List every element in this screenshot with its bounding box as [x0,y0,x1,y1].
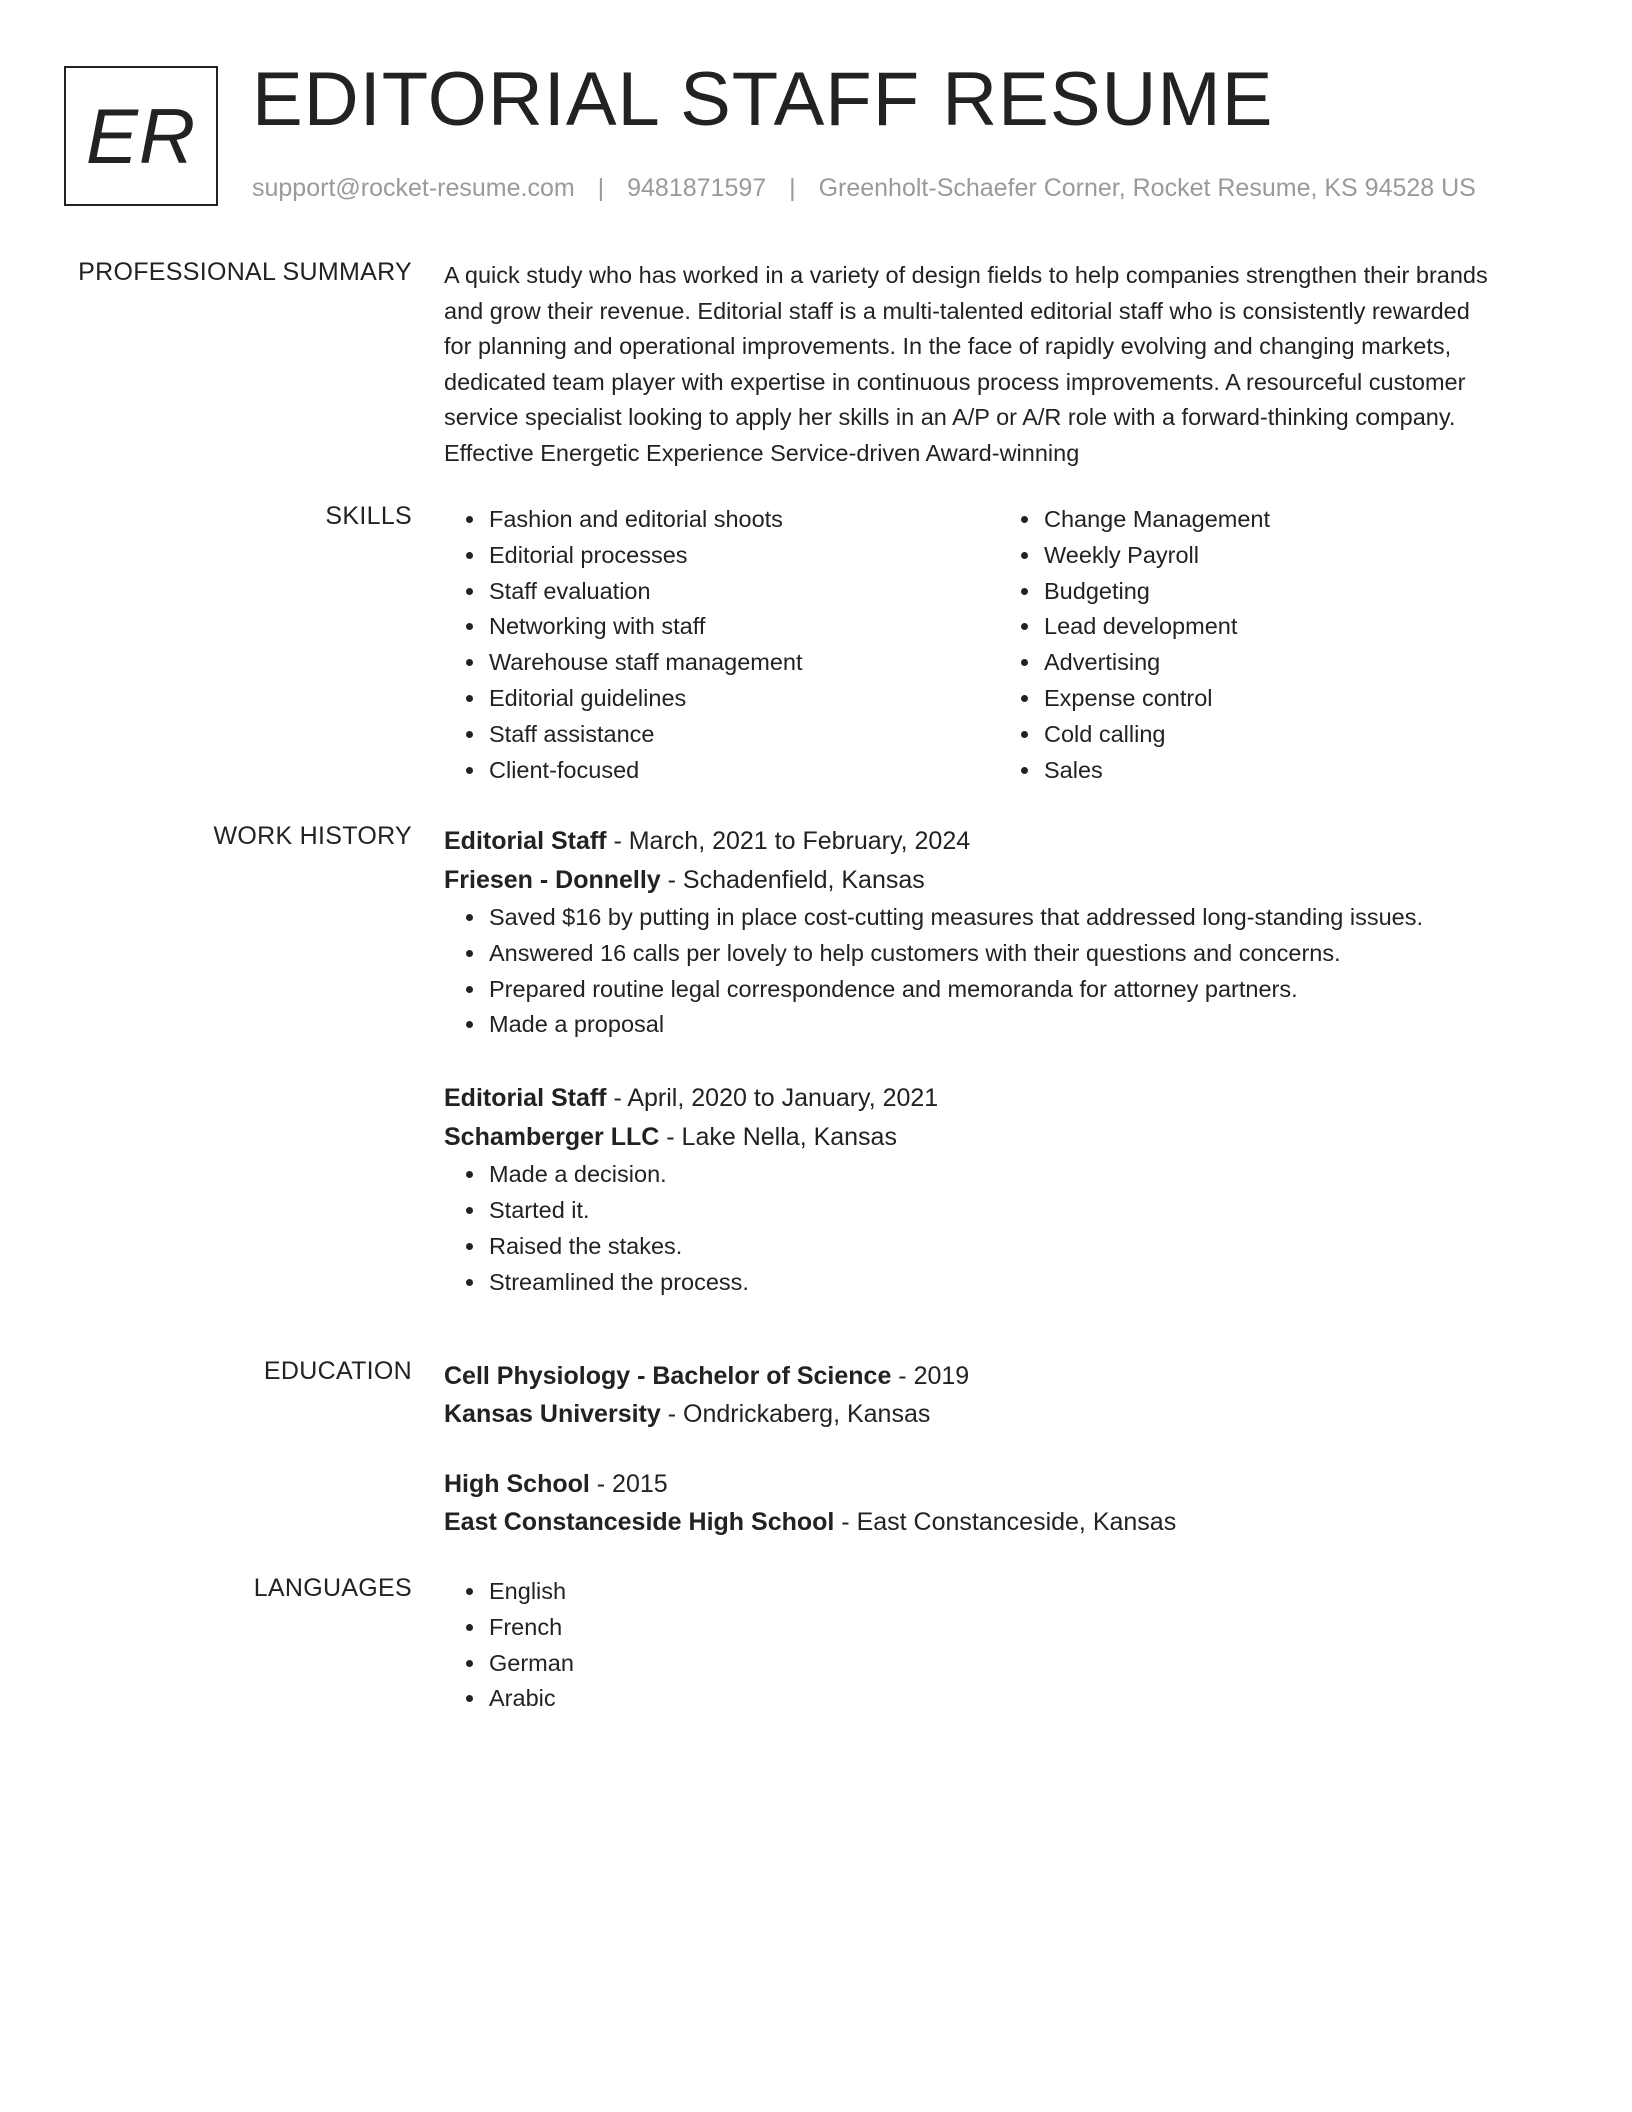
education-degree-line [444,1465,1554,1503]
section-label-education: EDUCATION [263,1357,412,1385]
skill-item: • Staff assistance [487,717,999,753]
page-title: EDITORIAL STAFF RESUME [252,57,1274,142]
language-item: • German [487,1646,1554,1682]
summary-line: and grow their revenue. Editorial staff is a multi-talented editorial staff who is consistently rewarded [444,297,1470,324]
summary-line: Effective Energetic Experience Service-driven Award-winning [444,439,1080,466]
skill-item: • Cold calling [1042,717,1554,753]
skill-item: • Networking with staff [487,609,999,645]
education-school-line [444,1395,1554,1433]
skill-item: • Change Management [1042,502,1554,538]
job-title: Editorial Staff [444,827,607,855]
skill-item: • Editorial processes [487,538,999,574]
skill-item: • Client-focused [487,753,999,789]
education-year: - 2015 [589,1470,668,1498]
skill-item: • Expense control [1042,681,1554,717]
skill-item: • Budgeting [1042,574,1554,610]
languages-items [444,1574,1554,1717]
summary-line: dedicated team player with expertise in continuous process improvements. A resourceful customer [444,368,1466,395]
job-title-line [444,1079,1554,1118]
job-dates: - March, 2021 to February, 2024 [606,827,971,855]
education-degree: High School [444,1470,590,1498]
section-label-summary: PROFESSIONAL SUMMARY [78,258,412,286]
job-title-line [444,822,1554,861]
education-location: - Ondrickaberg, Kansas [660,1400,931,1428]
language-item: • Arabic [487,1681,1554,1717]
job-duties [444,900,1554,1043]
section-label-work: WORK HISTORY [213,822,412,850]
job-location: - Schadenfield, Kansas [660,866,925,894]
education-location: - East Constanceside, Kansas [834,1508,1177,1536]
skill-item: • Lead development [1042,609,1554,645]
language-item: • French [487,1610,1554,1646]
education-entry [444,1465,1554,1541]
summary-line: for planning and operational improvements. In the face of rapidly evolving and changing markets, [444,333,1452,360]
skill-item: • Editorial guidelines [487,681,999,717]
skill-item: • Advertising [1042,645,1554,681]
job-entry [444,822,1554,1043]
section-label-languages: LANGUAGES [253,1574,412,1602]
work-entries [444,822,1554,1300]
education-entry [444,1357,1554,1433]
skills-column-1 [444,502,999,788]
education-entries [444,1357,1554,1541]
job-company: Friesen - Donnelly [444,866,661,894]
job-duty: • Made a proposal [487,1007,1554,1043]
job-company-line [444,861,1554,900]
job-duty: • Raised the stakes. [487,1229,1554,1265]
job-duty: • Prepared routine legal correspondence and memoranda for attorney partners. [487,972,1554,1008]
education-degree: Cell Physiology - Bachelor of Science [444,1362,892,1390]
job-entry [444,1079,1554,1300]
skills-list [444,502,1554,788]
summary-line: service specialist looking to apply her skills in an A/P or A/R role with a forward-thinking company. [444,404,1456,431]
job-duty: • Streamlined the process. [487,1265,1554,1301]
contact-email[interactable]: support@rocket-resume.com [252,174,575,202]
education-year: - 2019 [891,1362,970,1390]
job-title: Editorial Staff [444,1084,607,1113]
job-dates: - April, 2020 to January, 2021 [606,1084,939,1113]
language-item: • English [487,1574,1554,1610]
job-duties [444,1157,1554,1300]
job-duty: • Saved $16 by putting in place cost-cutting measures that addressed long-standing issues. [487,900,1554,936]
job-company-line [444,1118,1554,1157]
job-duty: • Started it. [487,1193,1554,1229]
contact-separator: | [597,174,605,202]
skill-item: • Weekly Payroll [1042,538,1554,574]
contact-phone[interactable]: 9481871597 [627,174,767,202]
section-label-skills: SKILLS [325,502,412,530]
skills-column-2 [999,502,1554,788]
summary-text [444,258,1554,472]
contact-separator: | [789,174,796,202]
skill-item: • Staff evaluation [487,574,999,610]
skill-item: • Fashion and editorial shoots [487,502,999,538]
education-school: East Constanceside High School [444,1508,835,1536]
job-location: - Lake Nella, Kansas [659,1123,897,1152]
job-duty: • Answered 16 calls per lovely to help customers with their questions and concerns. [487,936,1554,972]
skill-item: • Sales [1042,753,1554,789]
monogram-badge: ER [64,66,218,206]
education-school: Kansas University [444,1400,661,1428]
job-company: Schamberger LLC [444,1123,660,1152]
summary-line: A quick study who has worked in a variety of design fields to help companies strengthen their brands [444,262,1488,288]
education-degree-line [444,1357,1554,1395]
skill-item: • Warehouse staff management [487,645,999,681]
education-school-line [444,1503,1554,1541]
languages-list [444,1574,1554,1717]
contact-address: Greenholt-Schaefer Corner, Rocket Resume, KS 94528 US [818,174,1476,202]
contact-line [252,174,1476,203]
job-duty: • Made a decision. [487,1157,1554,1193]
